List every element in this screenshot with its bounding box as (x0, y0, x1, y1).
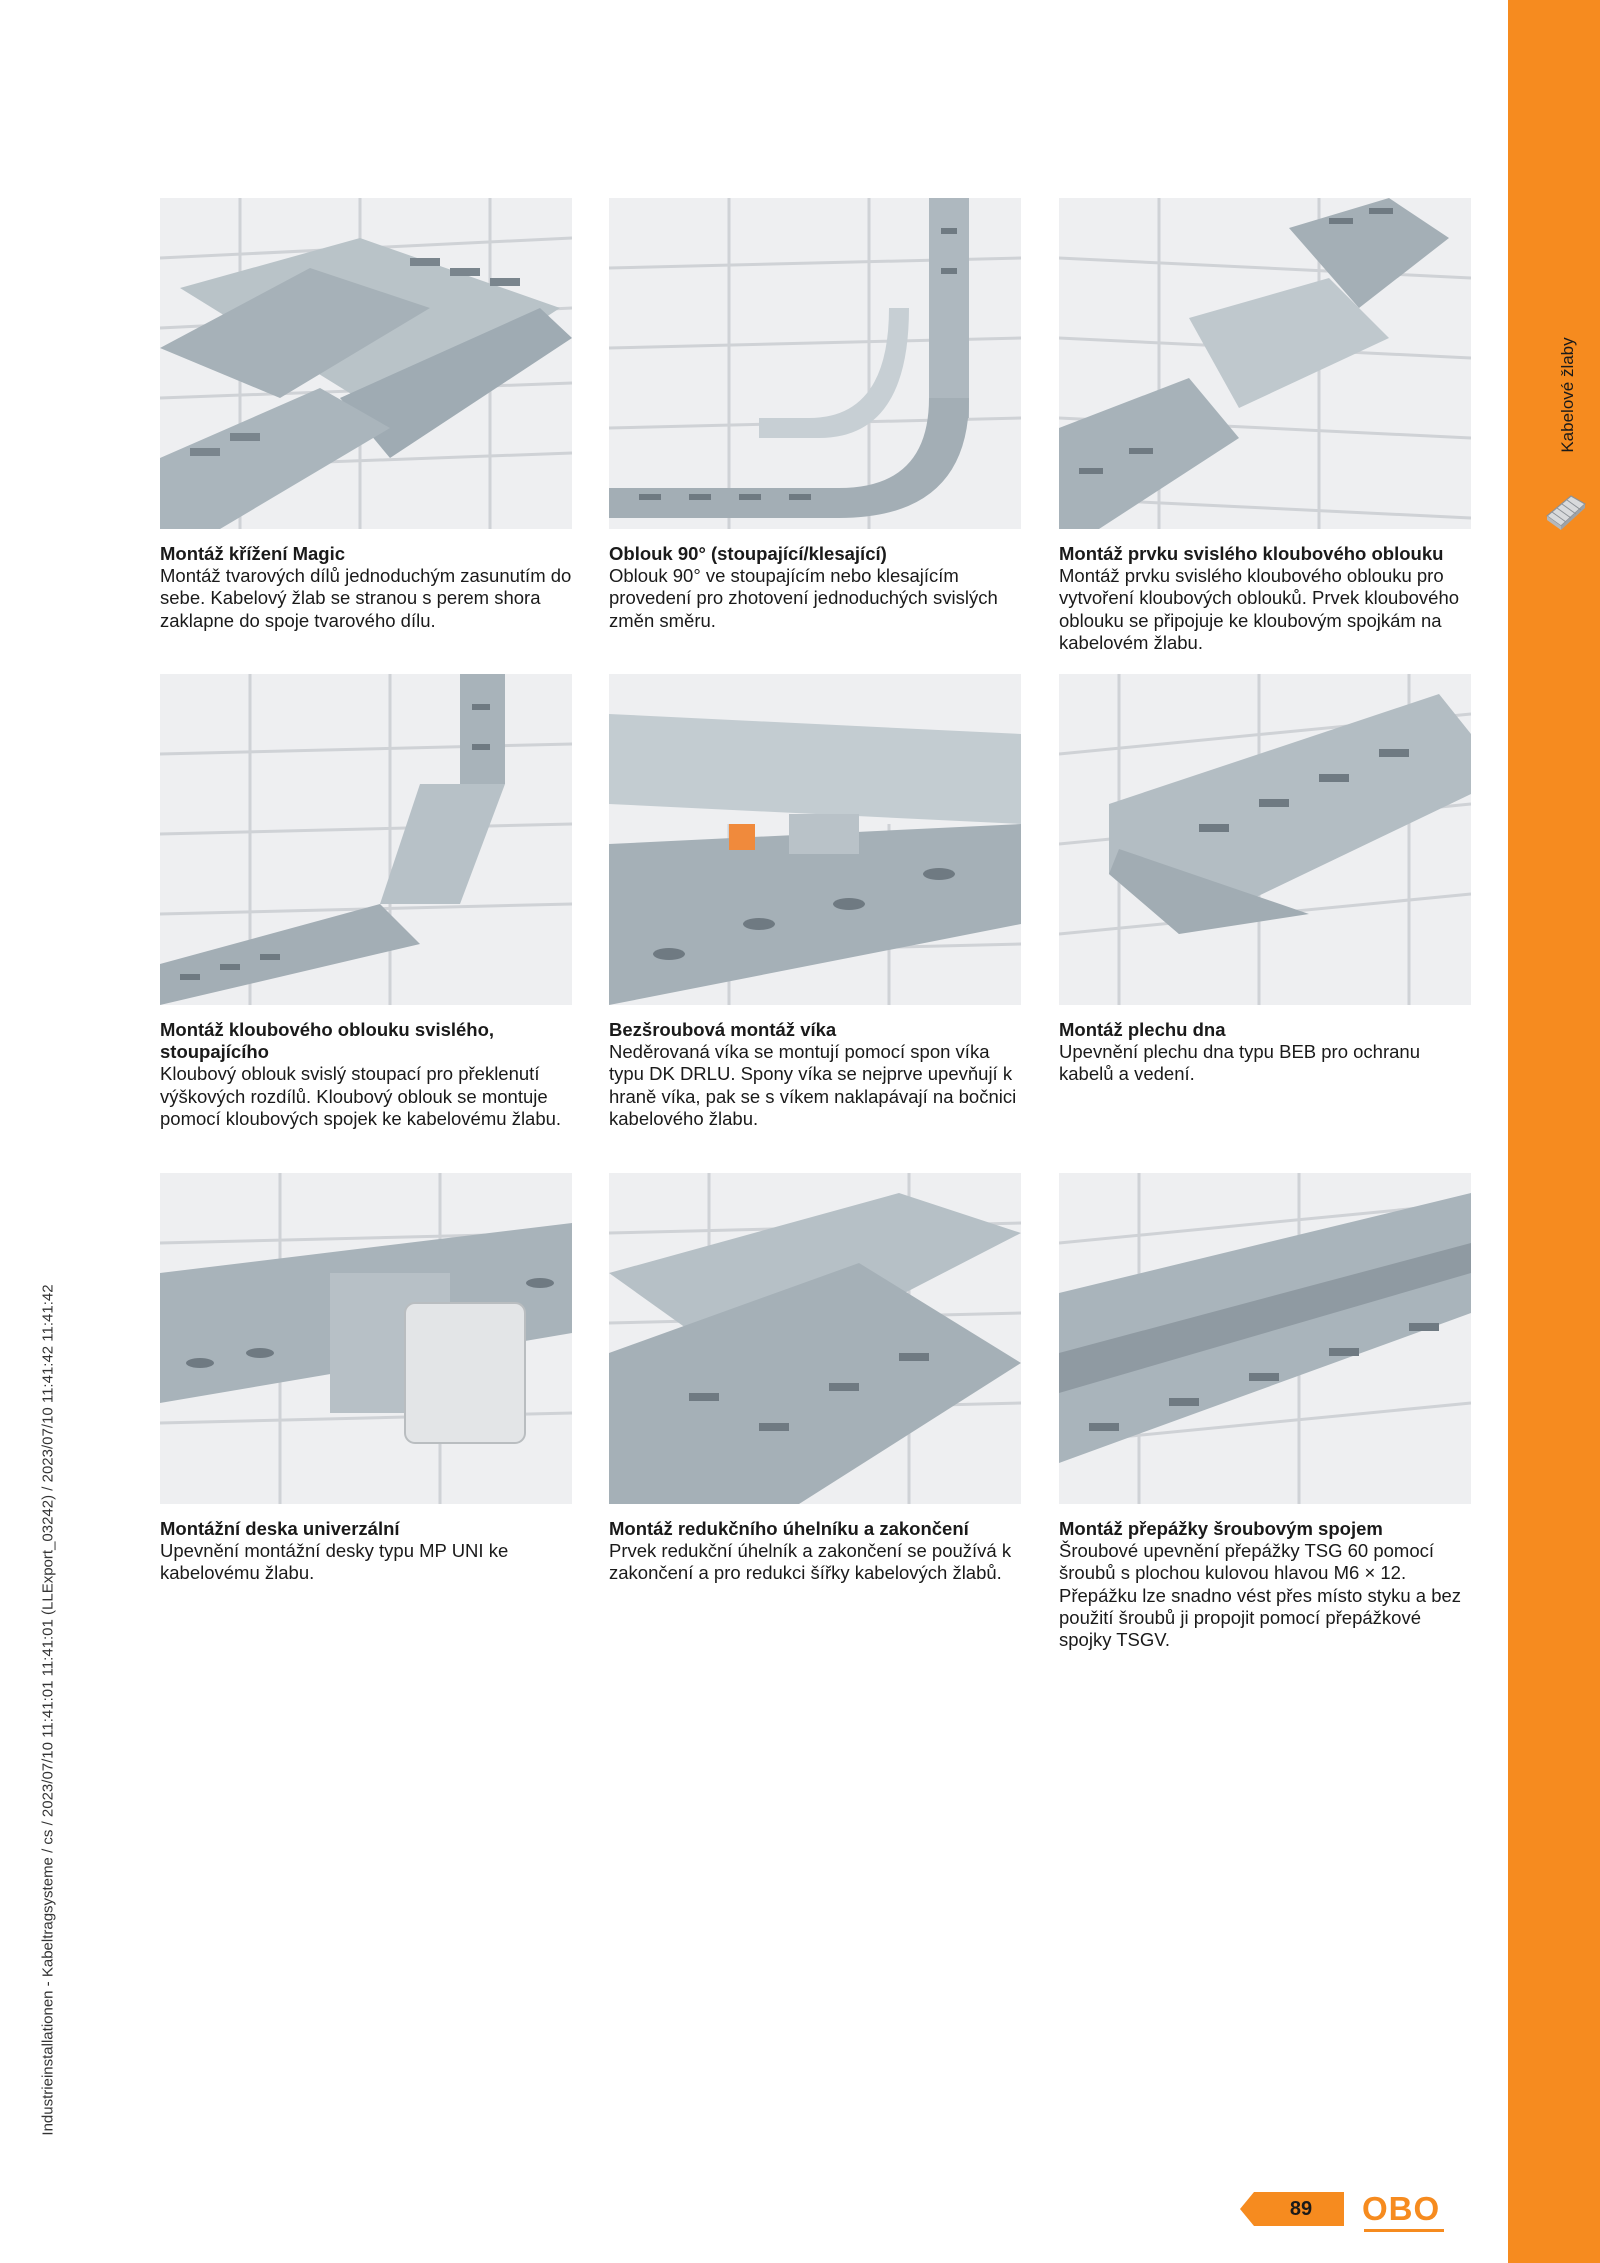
photo-vertical-joint-bend-rising (160, 674, 572, 1005)
card-screwless-cover (609, 674, 1021, 1130)
card-magic-crossing (160, 198, 572, 632)
card-title: Montáž kloubového oblouku svislého, stoupajícího (160, 1019, 495, 1063)
card-title: Oblouk 90° (stoupající/klesající) (609, 543, 887, 564)
card-vertical-joint-bend-rising (160, 674, 572, 1130)
card-text: Montáž prvku svislého kloubového oblouku pro vytvoření kloubových oblouků. Prvek kloubového oblouku se připojuje ke kloubovým spojkám na kabelovém žlabu. (1059, 565, 1460, 653)
card-title: Montáž plechu dna (1059, 1019, 1226, 1040)
side-tab-label: Kabelové žlaby (1558, 337, 1577, 453)
card-vertical-joint-bend-element (1059, 198, 1471, 654)
card-title: Montážní deska univerzální (160, 1518, 400, 1539)
photo-screwless-cover (609, 674, 1021, 1005)
card-text: Upevnění montážní desky typu MP UNI ke kabelovému žlabu. (160, 1540, 509, 1584)
card-text: Upevnění plechu dna typu BEB pro ochranu kabelů a vedení. (1059, 1041, 1420, 1085)
card-text: Šroubové upevnění přepážky TSG 60 pomocí šroubů s plochou kulovou hlavou M6 × 12. Přepážku lze snadno vést přes místo styku a bez použití šroubů ji propojit pomocí přepážkové spojky TSGV. (1059, 1540, 1462, 1651)
card-text: Montáž tvarových dílů jednoduchým zasunutím do sebe. Kabelový žlab se stranou s perem shora zaklapne do spoje tvarového dílu. (160, 565, 572, 631)
photo-vertical-joint-bend-element (1059, 198, 1471, 529)
card-title: Montáž křížení Magic (160, 543, 346, 564)
photo-reduction-angle (609, 1173, 1021, 1504)
card-text: Prvek redukční úhelník a zakončení se používá k zakončení a pro redukci šířky kabelových žlabů. (609, 1540, 1012, 1584)
photo-90-bend (609, 198, 1021, 529)
card-title: Montáž redukčního úhelníku a zakončení (609, 1518, 969, 1539)
card-text: Neděrovaná víka se montují pomocí spon víka typu DK DRLU. Spony víka se nejprve upevňují k hraně víka, pak se s víkem naklapávají na bočnici kabelového žlabu. (609, 1041, 1017, 1129)
card-bottom-plate (1059, 674, 1471, 1086)
logo-underline (1364, 2229, 1444, 2232)
card-text: Oblouk 90° ve stoupajícím nebo klesajícím provedení pro zhotovení jednoduchých svislých změn směru. (609, 565, 998, 631)
card-mounting-plate (160, 1173, 572, 1585)
photo-bottom-plate (1059, 674, 1471, 1005)
card-text: Kloubový oblouk svislý stoupací pro překlenutí výškových rozdílů. Kloubový oblouk se montuje pomocí kloubových spojek ke kabelovému žlabu. (160, 1063, 562, 1129)
cable-tray-icon (1543, 488, 1588, 533)
side-tab (1508, 0, 1600, 2263)
card-90-bend (609, 198, 1021, 632)
card-title: Bezšroubová montáž víka (609, 1019, 837, 1040)
photo-mounting-plate (160, 1173, 572, 1504)
card-title: Montáž prvku svislého kloubového oblouku (1059, 543, 1444, 564)
photo-magic-crossing (160, 198, 572, 529)
page-number: 89 (1289, 2198, 1313, 2220)
card-separator-screw (1059, 1173, 1471, 1651)
print-metadata: Industrieinstallationen - Kabeltragsysteme / cs / 2023/07/10 11:41:01 11:41:01 (LLExport_03242) / 2023/07/10 11:41:42 11:41:42 (39, 1284, 57, 2136)
obo-logo: OBO (1362, 2190, 1441, 2227)
photo-separator-screw (1059, 1173, 1471, 1504)
card-reduction-angle (609, 1173, 1021, 1585)
card-title: Montáž přepážky šroubovým spojem (1059, 1518, 1383, 1539)
